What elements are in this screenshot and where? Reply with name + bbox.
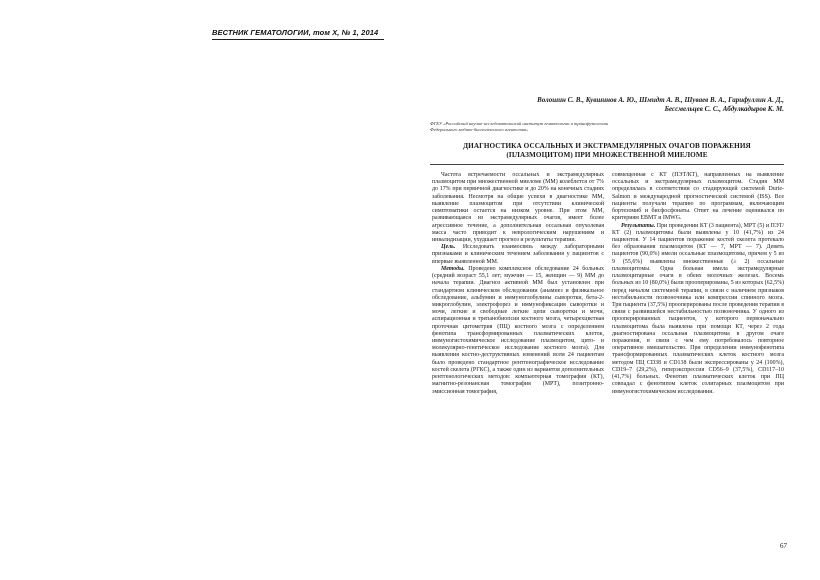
results-paragraph <box>612 223 784 396</box>
methods-continued-paragraph: совмещенная с КТ (ПЭТ/КТ), направленных на выявление оссальных и экстрамедулярных плазмоцитом. Стадия ММ определялась в соответствии со стадирующей системой Durie-Salmon и международной прогностической системой (ISS). Все пациенты получали терапию по программам, включающим бортезомиб и бисфосфонаты. Ответ на лечение оценивался по критериям EBMT и IMWG. <box>612 172 784 222</box>
methods-lead: Методы. <box>441 265 465 272</box>
authors-line-2: Бессмельцев С. С., Абдулкадыров К. М. <box>664 105 784 113</box>
title-rule <box>430 164 784 165</box>
results-lead: Результаты. <box>621 222 656 229</box>
article-title <box>430 142 784 160</box>
intro-paragraph: Частота встречаемости оссальных и экстрамедулярных плазмоцитом при множественной миеломе (ММ) колеблется от 7% до 17% при первичной диагностике и до 20% на конечных стадиях заболевания. Несмотря на общие успехи в диагностике ММ, выявление плазмоцитом при отсутствии клинической симптоматики остается на низком уровне. При этом ММ, развивающаяся из экстрамедулярных очагов, имеет более агрессивное течение, а дополнительная оссальная опухолевая масса часто приводит к неврологическим нарушениям и инвалидизации, ухудшает прогноз и результаты терапии. <box>432 172 604 243</box>
page-number: 67 <box>780 542 787 550</box>
aim-paragraph <box>432 244 604 266</box>
methods-paragraph <box>432 266 604 396</box>
results-text: При проведении КТ (3 пациента), МРТ (5) и ПЭТ/КТ (2) плазмоцитомы были выявлены у 10 (41,7%) из 24 пациентов. У 14 пациентов поражение костей скелета протекало без образования плазмоцитом (КТ — 7, МРТ — 7). Девять пациентов (90,0%) имели оссальные плазмоцитомы, причем у 5 из 9 (55,6%) выявлены множественные (≥ 2) оссальные плазмоцитомы. Одна больная имела экстрамедулярные плазмоцитарные очаги в обеих молочных железах. Восемь больных из 10 (80,0%) были прооперированы, 5 из которых (62,5%) перед началом системной терапии, в связи с наличием признаков нестабильности позвоночника или компрессии спинного мозга. Три пациента (37,5%) прооперированы после проведения терапии в связи с развившейся нестабильностью позвоночника. У одного из прооперированных пациентов, у которого первоначально плазмоцитома была выявлена при помощи КТ, через 2 года диагностирована оссальная плазмоцитома в другом очаге поражения, в связи с чем ему потребовалось повторное оперативное вмешательство. При определении иммунофенотипа трансформированных плазматических клеток костного мозга методом ПЦ CD38 и CD138 были экспрессированы у 24 (100%), CD19–7 (29,2%), гиперэкспрессия CD56–9 (37,5%), CD117–10 (41,7%) больных. Фенотип плазматических клеток при ПЦ совпадал с фенотипом клеток солитарных плазмоцитом при иммуногистохимическом исследовании. <box>612 222 784 395</box>
journal-header: ВЕСТНИК ГЕМАТОЛОГИИ, том X, № 1, 2014 <box>212 28 379 37</box>
authors-line-1: Волошин С. В., Кувшинов А. Ю., Шмидт А. В., Шуваев В. А., Гарифуллин А. Д., <box>537 96 784 104</box>
aim-text: Исследовать взаимосвязь между лабораторными признаками и клиническим течением заболевания у пациентов с впервые выявленной ММ. <box>432 244 604 265</box>
affiliation <box>430 121 784 133</box>
aim-lead: Цель. <box>441 244 456 251</box>
header-rule <box>212 39 384 40</box>
methods-text: Проведено комплексное обследование 24 больных (средний возраст 55,1 лет; мужчин — 15, женщин — 9) ММ до начала терапии. Диагноз активной ММ был установлен при стандартном клиническом обследовании (анамнез и физикальное обследование, альбумин и иммуноглобулины сыворотки, бета-2-микроглобулин, электрофорез и иммунофиксация сыворотки и мочи, легкие и свободные легкие цепи сыворотки и мочи, аспирационная и трепанобиопсия костного мозга, четырехцветная проточная цитометрия (ПЦ) костного мозга с определением фенотипа трансформированных плазматических клеток, иммуногистохимическое исследование плазмоцитом, цито- и молекулярно-генетическое исследование костного мозга). Для выявления костно-деструктивных изменений всем 24 пациентам было проведено стандартное рентгенографическое исследование костей скелета (РГКС), а также один из вариантов дополнительных рентгенологических методов: компьютерная томография (КТ), магнитно-резонансная томография (МРТ), позитронно-эмиссионная томография, <box>432 265 604 395</box>
right-column <box>612 172 784 396</box>
title-line-2: (ПЛАЗМОЦИТОМ) ПРИ МНОЖЕСТВЕННОЙ МИЕЛОМЕ <box>506 151 708 159</box>
title-line-1: ДИАГНОСТИКА ОССАЛЬНЫХ И ЭКСТРАМЕДУЛЯРНЫХ ОЧАГОВ ПОРАЖЕНИЯ <box>463 142 751 150</box>
affiliation-line-2: Федерального медико-биологического агентства» <box>430 127 529 132</box>
left-column <box>432 172 604 396</box>
affiliation-line-1: ФГБУ «Российский научно-исследовательский институт гематологии и трансфузиологии <box>430 121 609 126</box>
authors <box>430 96 784 114</box>
